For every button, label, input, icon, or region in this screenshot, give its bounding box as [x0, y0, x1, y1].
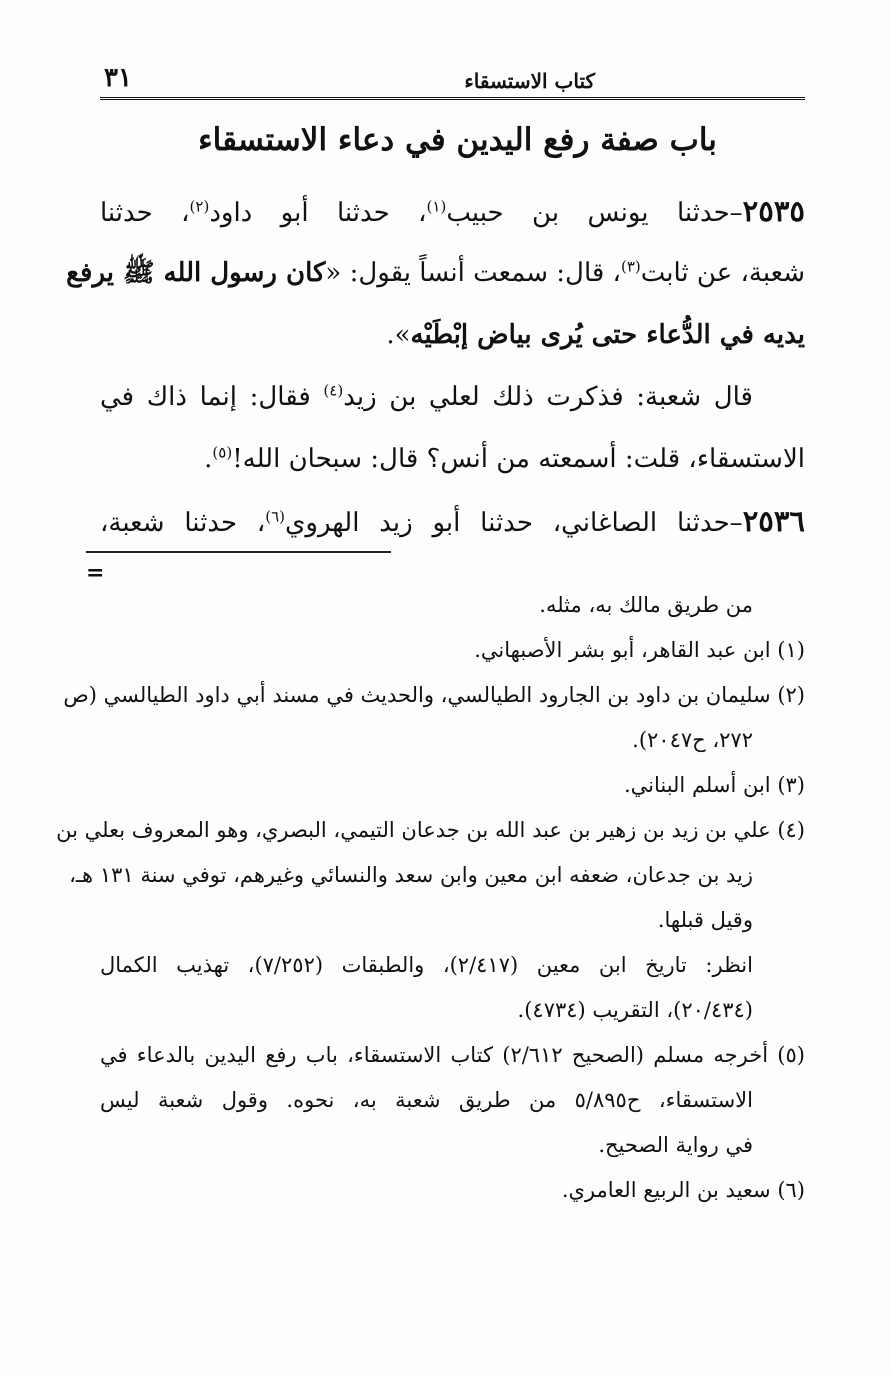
hadith-matn: يديه في الدُّعاء حتى يُرى بياض إبْطَيْه — [410, 320, 805, 350]
hadith-2536-line-1: ٢٥٣٦–حدثنا الصاغاني، حدثنا أبو زيد الهروي$^{(٦)}$، حدثنا شعبة، — [100, 504, 805, 538]
continuation-mark: = — [86, 560, 105, 586]
footnote-4-refs: انظر: تاريخ ابن معين (٢/٤١٧)، والطبقات (٧/٢٥٢)، تهذيب الكمال — [100, 953, 753, 977]
hadith-2535-line-2: شعبة، عن ثابت$^{(٣)}$، قال: سمعت أنساً يقول: «كان رسول الله ﷺ يرفع — [66, 257, 805, 288]
footnote-separator — [86, 551, 391, 553]
header-title: كتاب الاستسقاء — [464, 69, 595, 93]
footnote-ref[interactable]: (١) — [426, 197, 447, 216]
running-header — [100, 60, 805, 100]
footnote-ref[interactable]: (٦) — [265, 507, 286, 526]
footnote-4-refs-cont: (٢٠/٤٣٤)، التقريب (٤٧٣٤). — [517, 998, 753, 1022]
footnote-1: (١) ابن عبد القاهر، أبو بشر الأصبهاني. — [474, 638, 805, 662]
page-number: ٣١ — [104, 63, 132, 93]
hadith-2535-line-5: الاستسقاء، قلت: أسمعته من أنس؟ قال: سبحان الله!$^{(٥)}$. — [204, 443, 805, 474]
hadith-2535-line-3: يديه في الدُّعاء حتى يُرى بياض إبْطَيْه». — [386, 320, 805, 350]
footnote-6: (٦) سعيد بن الربيع العامري. — [561, 1178, 805, 1202]
footnote-2-cont: ٢٧٢، ح٢٠٤٧). — [632, 728, 753, 752]
footnote-4: (٤) علي بن زيد بن زهير بن عبد الله بن جدعان التيمي، البصري، وهو المعروف بعلي بن — [56, 818, 805, 842]
footnote-ref[interactable]: (٣) — [620, 257, 641, 276]
footnote-2: (٢) سليمان بن داود بن الجارود الطيالسي، والحديث في مسند أبي داود الطيالسي (ص — [63, 683, 805, 707]
footnotes — [56, 583, 805, 1213]
footnote-continuation: من طريق مالك به، مثله. — [539, 593, 753, 617]
hadith-number: ٢٥٣٥ — [742, 194, 805, 228]
footnote-5-cont: الاستسقاء، ح٥/٨٩٥ من طريق شعبة به، نحوه. وقول شعبة ليس — [100, 1088, 753, 1112]
hadith-2535-line-1: ٢٥٣٥–حدثنا يونس بن حبيب$^{(١)}$، حدثنا أبو داود$^{(٢)}$، حدثنا — [100, 194, 805, 228]
hadith-matn: كان رسول الله ﷺ يرفع — [66, 258, 326, 288]
footnote-3: (٣) ابن أسلم البناني. — [623, 773, 805, 797]
footnote-4-cont: وقيل قبلها. — [657, 908, 753, 932]
footnote-4-cont: زيد بن جدعان، ضعفه ابن معين وابن سعد والنسائي وغيرهم، توفي سنة ١٣١ هـ، — [69, 863, 753, 887]
footnote-ref[interactable]: (٤) — [323, 381, 344, 400]
chapter-title: باب صفة رفع اليدين في دعاء الاستسقاء — [198, 122, 717, 158]
footnote-ref[interactable]: (٢) — [189, 197, 210, 216]
hadith-number: ٢٥٣٦ — [742, 504, 805, 538]
footnote-5-cont: في رواية الصحيح. — [598, 1133, 753, 1157]
footnote-ref[interactable]: (٥) — [212, 443, 233, 462]
main-text — [66, 180, 805, 552]
hadith-2535-line-4: قال شعبة: فذكرت ذلك لعلي بن زيد$^{(٤)}$ فقال: إنما ذاك في — [100, 381, 753, 412]
footnote-5: (٥) أخرجه مسلم (الصحيح ٢/٦١٢) كتاب الاستسقاء، باب رفع اليدين بالدعاء في — [100, 1043, 805, 1067]
